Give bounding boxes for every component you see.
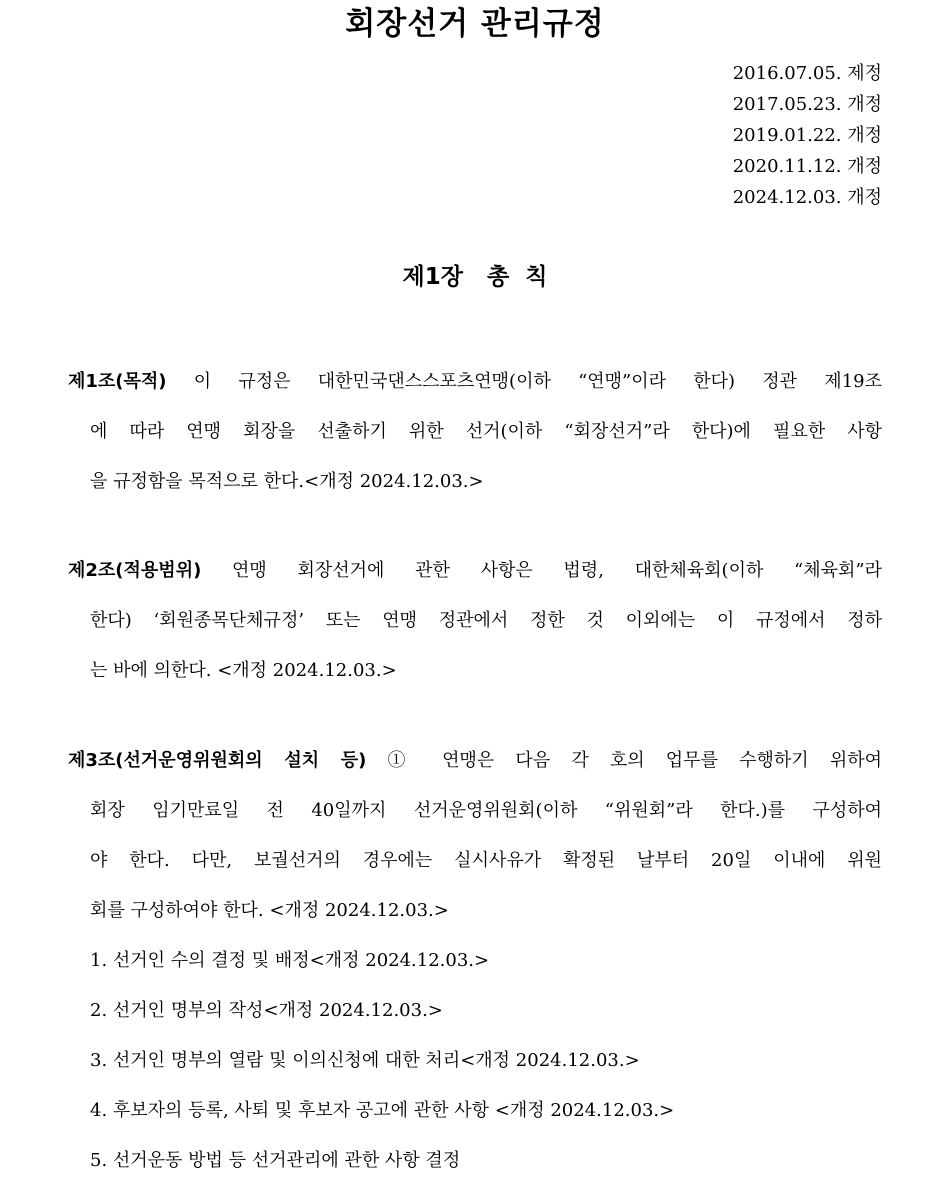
chapter-heading: [0, 260, 950, 294]
revision-history: [733, 58, 882, 213]
revision-entry: 2020.11.12. 개정: [732, 156, 882, 177]
article-heading: 제3조(선거운영위원회의 설치 등): [68, 750, 367, 771]
article-line: [68, 546, 882, 596]
article-3: [68, 736, 882, 1186]
document-title: 회장선거 관리규정: [345, 6, 605, 42]
article-line: 을 규정함을 목적으로 한다.<개정 2024.12.03.>: [90, 471, 484, 492]
list-item: 5. 선거운동 방법 등 선거관리에 관한 사항 결정: [90, 1150, 461, 1171]
chapter-number: 제1장: [402, 264, 463, 290]
article-text: ① 연맹은 다음 각 호의 업무를 수행하기 위하여: [366, 750, 882, 771]
article-line: [68, 357, 882, 407]
revision-entry: 2024.12.03. 개정: [732, 187, 882, 208]
chapter-name: 총 칙: [487, 264, 548, 290]
article-line: [68, 736, 882, 786]
article-heading: 제2조(적용범위): [68, 560, 202, 581]
article-line: 에 따라 연맹 회장을 선출하기 위한 선거(이하 “회장선거”라 한다)에 필요한 사항: [90, 421, 882, 442]
list-item: 2. 선거인 명부의 작성<개정 2024.12.03.>: [90, 1000, 443, 1021]
article-line: 회장 임기만료일 전 40일까지 선거운영위원회(이하 “위원회”라 한다.)를 구성하여: [90, 800, 882, 821]
article-line: 는 바에 의한다. <개정 2024.12.03.>: [90, 660, 397, 681]
article-line: 한다) ‘회원종목단체규정’ 또는 연맹 정관에서 정한 것 이외에는 이 규정에서 정하: [90, 610, 882, 631]
list-item: 3. 선거인 명부의 열람 및 이의신청에 대한 처리<개정 2024.12.03.>: [90, 1050, 640, 1071]
article-line: 회를 구성하여야 한다. <개정 2024.12.03.>: [90, 900, 449, 921]
article-heading: 제1조(목적): [68, 371, 167, 392]
article-1: [68, 357, 882, 507]
article-line: 야 한다. 다만, 보궐선거의 경우에는 실시사유가 확정된 날부터 20일 이내에 위원: [90, 850, 882, 871]
revision-entry: 2016.07.05. 제정: [732, 63, 882, 84]
list-item: 4. 후보자의 등록, 사퇴 및 후보자 공고에 관한 사항 <개정 2024.12.03.>: [90, 1100, 675, 1121]
article-text: 연맹 회장선거에 관한 사항은 법령, 대한체육회(이하 “체육회”라: [201, 560, 882, 581]
list-item: 1. 선거인 수의 결정 및 배정<개정 2024.12.03.>: [90, 950, 490, 971]
revision-entry: 2017.05.23. 개정: [732, 94, 882, 115]
article-2: [68, 546, 882, 696]
revision-entry: 2019.01.22. 개정: [732, 125, 882, 146]
article-text: 이 규정은 대한민국댄스스포츠연맹(이하 “연맹”이라 한다) 정관 제19조: [166, 371, 882, 392]
